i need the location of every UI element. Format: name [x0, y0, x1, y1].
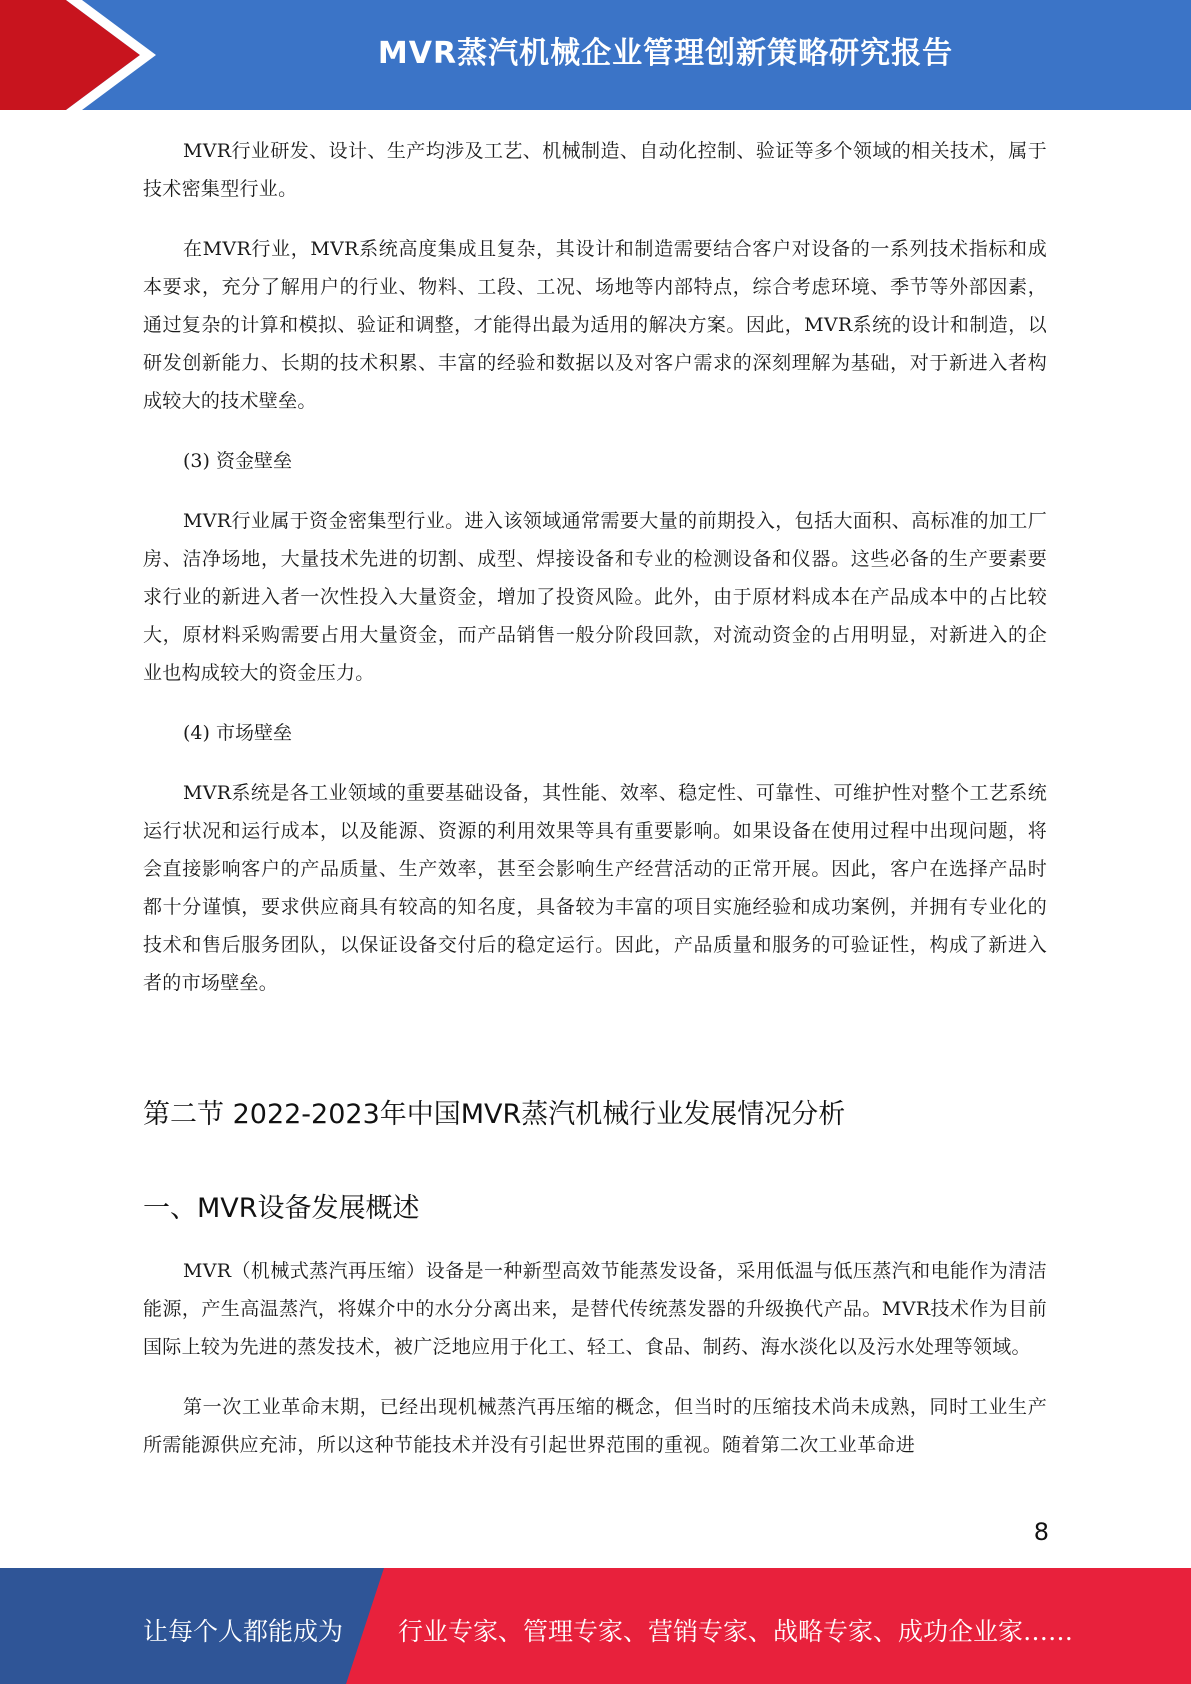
paragraph-market-barrier: MVR系统是各工业领域的重要基础设备，其性能、效率、稳定性、可靠性、可维护性对整个工艺系统运行状况和运行成本，以及能源、资源的利用效果等具有重要影响。如果设备在使用过程中出现问题，将会直接影响客户的产品质量、生产效率，甚至会影响生产经营活动的正常开展。因此，客户在选择产品时都十分谨慎，要求供应商具有较高的知名度，具备较为丰富的项目实施经验和成功案例，并拥有专业化的技术和售后服务团队，以保证设备交付后的稳定运行。因此，产品质量和服务的可验证性，构成了新进入者的市场壁垒。	[143, 782, 1047, 994]
paragraph-mvr-history: 第一次工业革命末期，已经出现机械蒸汽再压缩的概念，但当时的压缩技术尚未成熟，同时工业生产所需能源供应充沛，所以这种节能技术并没有引起世界范围的重视。随着第二次工业革命进	[143, 1396, 1047, 1456]
page-footer	[0, 1568, 1191, 1684]
body-content-2	[143, 1252, 1047, 1464]
subsection-heading: 一、MVR设备发展概述	[143, 1193, 420, 1224]
footer-slogan-right: 行业专家、管理专家、营销专家、战略专家、成功企业家……	[398, 1617, 1074, 1646]
paragraph-capital-barrier: MVR行业属于资金密集型行业。进入该领域通常需要大量的前期投入，包括大面积、高标准的加工厂房、洁净场地，大量技术先进的切割、成型、焊接设备和专业的检测设备和仪器。这些必备的生产要素要求行业的新进入者一次性投入大量资金，增加了投资风险。此外，由于原材料成本在产品成本中的占比较大，原材料采购需要占用大量资金，而产品销售一般分阶段回款，对流动资金的占用明显，对新进入的企业也构成较大的资金压力。	[143, 510, 1047, 684]
page-number: 8	[1033, 1518, 1049, 1546]
footer-slogan-left: 让每个人都能成为	[143, 1617, 344, 1646]
paragraph-mvr-overview: MVR（机械式蒸汽再压缩）设备是一种新型高效节能蒸发设备，采用低温与低压蒸汽和电能作为清洁能源，产生高温蒸汽，将媒介中的水分分离出来，是替代传统蒸发器的升级换代产品。MVR技术作为目前国际上较为先进的蒸发技术，被广泛地应用于化工、轻工、食品、制药、海水淡化以及污水处理等领域。	[143, 1260, 1047, 1358]
paragraph-technical-barrier: 在MVR行业，MVR系统高度集成且复杂，其设计和制造需要结合客户对设备的一系列技术指标和成本要求，充分了解用户的行业、物料、工段、工况、场地等内部特点，综合考虑环境、季节等外部因素，通过复杂的计算和模拟、验证和调整，才能得出最为适用的解决方案。因此，MVR系统的设计和制造，以研发创新能力、长期的技术积累、丰富的经验和数据以及对客户需求的深刻理解为基础，对于新进入者构成较大的技术壁垒。	[143, 238, 1047, 412]
report-title: MVR蒸汽机械企业管理创新策略研究报告	[377, 36, 954, 71]
paragraph-tech-intensive: MVR行业研发、设计、生产均涉及工艺、机械制造、自动化控制、验证等多个领域的相关技术，属于技术密集型行业。	[143, 140, 1047, 200]
subheading-capital-barrier: (3) 资金壁垒	[183, 450, 292, 472]
section-heading: 第二节 2022-2023年中国MVR蒸汽机械行业发展情况分析	[143, 1099, 846, 1130]
body-content	[143, 132, 1047, 1002]
subheading-market-barrier: (4) 市场壁垒	[183, 722, 292, 744]
page-header	[0, 0, 1191, 110]
